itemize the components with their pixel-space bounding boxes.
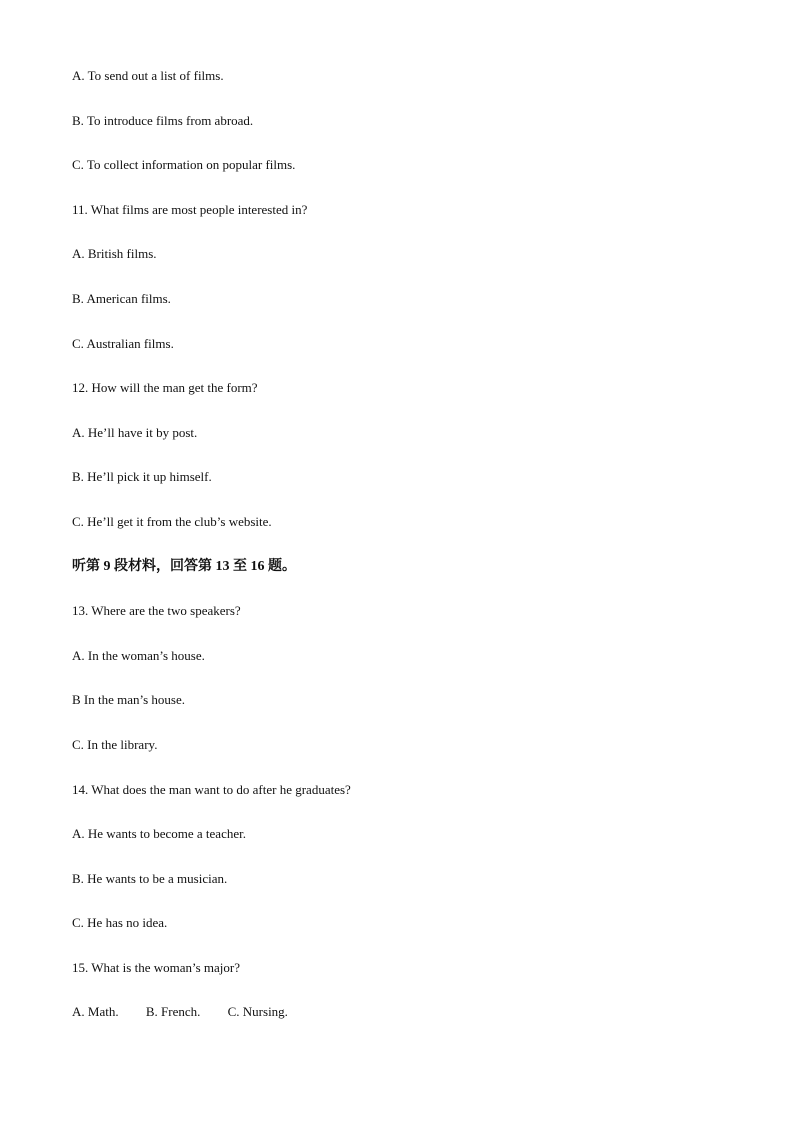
option-line: C. He’ll get it from the club’s website. xyxy=(72,513,272,529)
question-line: 11. What films are most people interested in? xyxy=(72,201,308,217)
option-c: C. Nursing. xyxy=(227,1004,288,1020)
option-line: C. He has no idea. xyxy=(72,915,168,931)
option-line: B. He wants to be a musician. xyxy=(72,870,228,886)
option-line: A. He’ll have it by post. xyxy=(72,424,198,440)
question-line: 15. What is the woman’s major? xyxy=(72,959,241,975)
document-page xyxy=(72,66,752,1047)
option-a: A. Math. xyxy=(72,1004,119,1020)
question-line: 14. What does the man want to do after he graduates? xyxy=(72,781,351,797)
option-line: B. American films. xyxy=(72,290,171,306)
option-line: B In the man’s house. xyxy=(72,692,186,708)
option-b: B. French. xyxy=(145,1004,201,1020)
option-line: C. Australian films. xyxy=(72,335,174,351)
options-row xyxy=(72,1002,752,1047)
option-line: A. British films. xyxy=(72,246,157,262)
option-line: A. To send out a list of films. xyxy=(72,68,224,83)
option-line: A. He wants to become a teacher. xyxy=(72,826,246,842)
option-line: B. He’ll pick it up himself. xyxy=(72,469,212,485)
question-line: 13. Where are the two speakers? xyxy=(72,603,241,619)
option-line: C. To collect information on popular films. xyxy=(72,157,296,173)
question-line: 12. How will the man get the form? xyxy=(72,380,258,396)
option-line: A. In the woman’s house. xyxy=(72,647,205,663)
option-line: B. To introduce films from abroad. xyxy=(72,112,254,128)
option-line: C. In the library. xyxy=(72,736,158,752)
section-heading: 听第 9 段材料，回答第 13 至 16 题。 xyxy=(72,558,296,574)
